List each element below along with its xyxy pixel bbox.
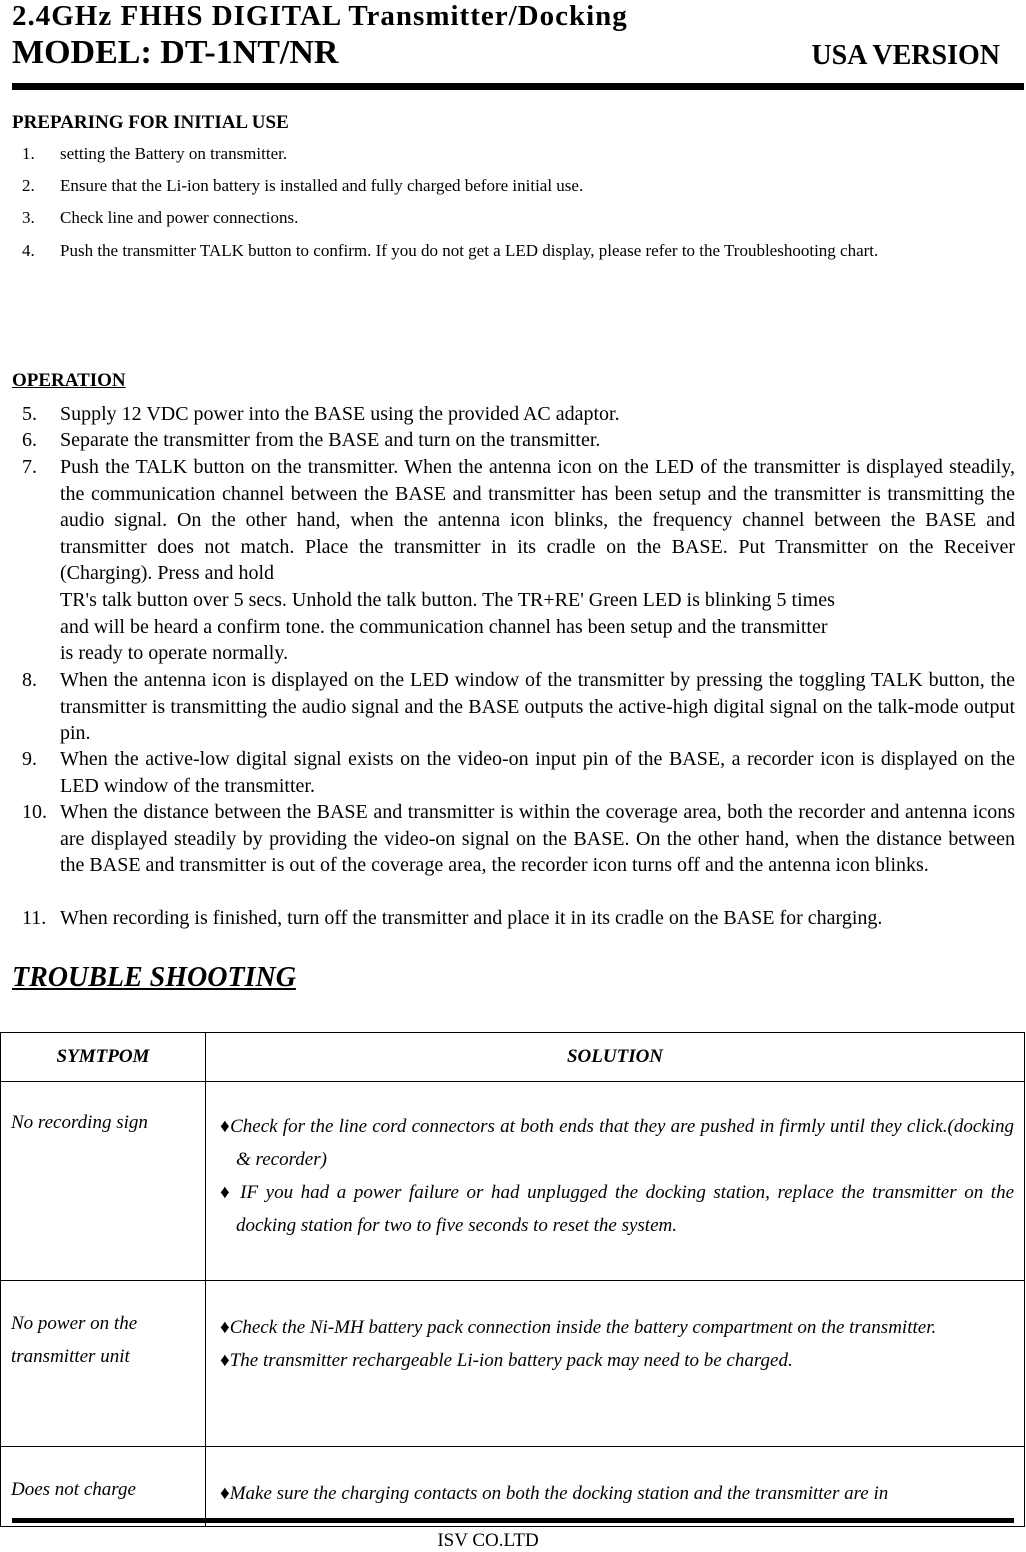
symptom-cell: No power on the transmitter unit	[1, 1281, 206, 1447]
solution-line: ♦ IF you had a power failure or had unplugged the docking station, replace the transmitter on the docking station for two to five seconds to reset the system.	[220, 1182, 1014, 1236]
item-number: 9.	[22, 748, 37, 770]
table-header-row	[1, 1033, 1025, 1082]
item-text: Push the transmitter TALK button to confirm. If you do not get a LED display, please refer to the Troubleshooting chart.	[60, 241, 879, 260]
symptom-cell: No recording sign	[1, 1082, 206, 1281]
item-number: 1.	[22, 144, 35, 163]
item-text: Separate the transmitter from the BASE and turn on the transmitter.	[60, 429, 601, 451]
item-text: When the antenna icon is displayed on the LED window of the transmitter by pressing the toggling TALK button, the transmitter is transmitting the audio signal and the BASE outputs the active-high digital signal on the talk-mode output pin.	[60, 669, 1015, 744]
item-number: 3.	[22, 208, 35, 227]
item-text: When the distance between the BASE and transmitter is within the coverage area, both the recorder and antenna icons are displayed steadily by providing the video-on signal on the BASE. On the other hand, when the distance between the BASE and transmitter is out of the coverage area, the recorder icon turns off and the antenna icon blinks.	[60, 801, 1015, 876]
item-number: 11.	[22, 907, 47, 929]
footer-rule	[12, 1518, 1014, 1523]
version-label: USA VERSION	[811, 40, 1000, 71]
item-text: Supply 12 VDC power into the BASE using the provided AC adaptor.	[60, 403, 620, 425]
item-text-continued: is ready to operate normally.	[60, 642, 289, 664]
model-heading: MODEL: DT-1NT/NR	[12, 34, 339, 71]
solution-line: ♦The transmitter rechargeable Li-ion battery pack may need to be charged.	[220, 1350, 793, 1371]
solution-line: ♦Check the Ni-MH battery pack connection inside the battery compartment on the transmitter.	[220, 1317, 937, 1338]
footer-company: ISV CO.LTD	[437, 1530, 539, 1551]
table-row	[1, 1281, 1025, 1447]
header-rule	[12, 83, 1024, 90]
item-number: 6.	[22, 429, 37, 451]
item-number: 7.	[22, 456, 37, 478]
solution-cell	[206, 1082, 1025, 1281]
symptom-cell: Does not charge	[1, 1447, 206, 1527]
troubleshooting-heading: TROUBLE SHOOTING	[12, 962, 296, 993]
symptom-column-header: SYMTPOM	[1, 1033, 206, 1082]
item-number: 8.	[22, 669, 37, 691]
item-number: 10.	[22, 801, 47, 823]
preparing-heading: PREPARING FOR INITIAL USE	[12, 112, 289, 133]
solution-column-header: SOLUTION	[206, 1033, 1025, 1082]
solution-line: ♦Check for the line cord connectors at both ends that they are pushed in firmly until they click.(docking & recorder)	[220, 1116, 1014, 1170]
item-text: setting the Battery on transmitter.	[60, 144, 288, 163]
item-text: Ensure that the Li-ion battery is installed and fully charged before initial use.	[60, 176, 584, 195]
item-text: Push the TALK button on the transmitter. When the antenna icon on the LED of the transmitter is displayed steadily, the communication channel between the BASE and transmitter has been setup and the transmitter is transmitting the audio signal. On the other hand, when the antenna icon blinks, the frequency channel between the BASE and transmitter does not match. Place the transmitter in its cradle on the BASE. Put Transmitter on the Receiver (Charging). Press and hold	[60, 456, 1015, 584]
table-row	[1, 1447, 1025, 1527]
item-text-continued: TR's talk button over 5 secs. Unhold the talk button. The TR+RE' Green LED is blinking 5 times	[60, 589, 835, 611]
item-text: When the active-low digital signal exists on the video-on input pin of the BASE, a recorder icon is displayed on the LED window of the transmitter.	[60, 748, 1015, 797]
solution-line: ♦Make sure the charging contacts on both the docking station and the transmitter are in	[220, 1483, 889, 1504]
item-text: When recording is finished, turn off the transmitter and place it in its cradle on the BASE for charging.	[60, 907, 883, 929]
document-title: 2.4GHz FHHS DIGITAL Transmitter/Docking	[12, 0, 628, 32]
operation-heading: OPERATION	[12, 370, 126, 391]
item-text-continued: and will be heard a confirm tone. the communication channel has been setup and the transmitter	[60, 616, 828, 638]
troubleshooting-table	[0, 1032, 1025, 1527]
solution-cell	[206, 1447, 1025, 1527]
table-row	[1, 1082, 1025, 1281]
solution-cell	[206, 1281, 1025, 1447]
item-number: 5.	[22, 403, 37, 425]
item-number: 2.	[22, 176, 35, 195]
item-number: 4.	[22, 241, 35, 260]
item-text: Check line and power connections.	[60, 208, 299, 227]
